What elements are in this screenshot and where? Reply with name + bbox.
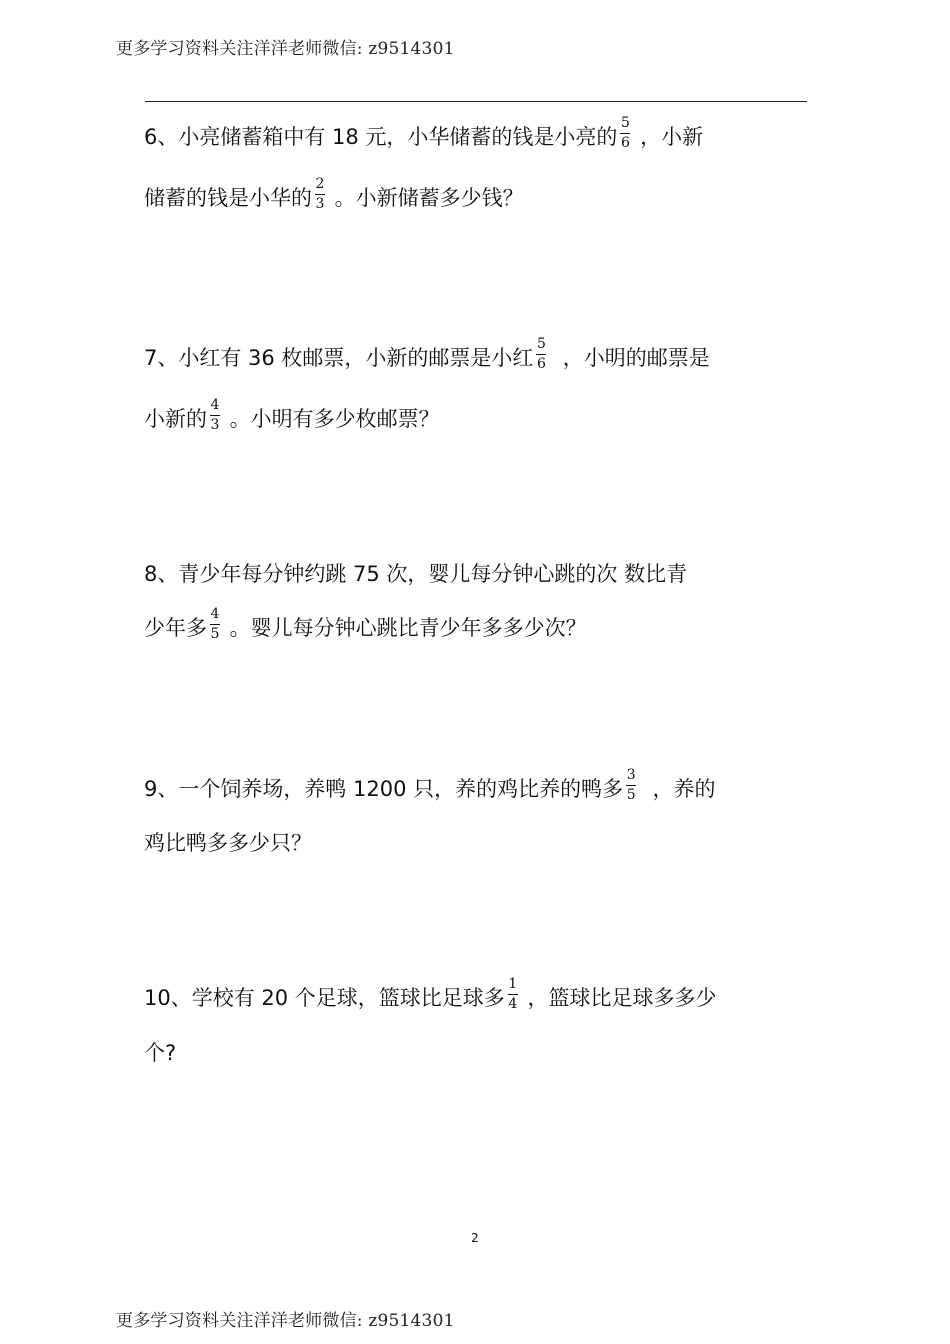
fraction-denominator: 5 — [626, 787, 636, 803]
problem-7-text-d: 。小明有多少枚邮票？ — [223, 407, 440, 431]
footer-note: 更多学习资料关注洋洋老师微信: z9514301 — [116, 1311, 455, 1331]
problem-8-text-c: 少年多 — [144, 616, 207, 640]
fraction — [534, 336, 548, 373]
fraction — [624, 767, 638, 804]
page-number: 2 — [471, 1231, 479, 1245]
fraction — [208, 606, 222, 643]
fraction-bar — [315, 194, 325, 195]
fraction-bar — [210, 624, 220, 625]
fraction — [313, 176, 327, 213]
problem-7-text-c: 小新的 — [144, 407, 207, 431]
fraction-numerator: 4 — [210, 397, 220, 413]
fraction — [208, 397, 222, 434]
problem-8-line-1 — [144, 559, 687, 589]
fraction-numerator: 5 — [620, 115, 630, 131]
fraction-denominator: 4 — [508, 996, 518, 1012]
fraction — [618, 115, 632, 152]
problem-10-text-c: 个? — [144, 1041, 177, 1065]
problem-10-line-1 — [144, 976, 717, 1013]
fraction-bar — [536, 354, 546, 355]
fraction-numerator: 4 — [210, 606, 220, 622]
fraction — [506, 976, 520, 1013]
problem-10-text-b: ，篮球比足球多多少 — [520, 986, 717, 1010]
problem-10-line-2 — [144, 1038, 176, 1068]
problem-10-text-a: 10、学校有 20 个足球，篮球比足球多 — [144, 986, 505, 1010]
problem-8-text-a: 8、青少年每分钟约跳 75 次，婴儿每分钟心跳的次 数比青 — [144, 562, 688, 586]
fraction-denominator: 3 — [210, 417, 220, 433]
fraction-denominator: 5 — [210, 626, 220, 642]
fraction-bar — [508, 994, 518, 995]
problem-9-text-b: ，养的 — [639, 777, 716, 801]
problem-9-text-c: 鸡比鸭多多少只？ — [144, 831, 312, 855]
header-divider — [145, 101, 807, 102]
problem-9-text-a: 9、一个饲养场，养鸭 1200 只，养的鸡比养的鸭多 — [144, 777, 624, 801]
fraction-bar — [210, 415, 220, 416]
problem-6-text-b: ，小新 — [633, 125, 704, 149]
fraction-numerator: 3 — [626, 767, 636, 783]
fraction-numerator: 2 — [315, 176, 325, 192]
problem-7-text-a: 7、小红有 36 枚邮票，小新的邮票是小红 — [144, 346, 534, 370]
problem-8-line-2 — [144, 606, 587, 643]
problem-6-line-2 — [144, 176, 524, 213]
problem-7-line-1 — [144, 336, 710, 373]
problem-6-text-c: 储蓄的钱是小华的 — [144, 186, 312, 210]
fraction-bar — [626, 785, 636, 786]
problem-7-text-b: ，小明的邮票是 — [549, 346, 710, 370]
problem-7-line-2 — [144, 397, 440, 434]
problem-6-text-a: 6、小亮储蓄箱中有 18 元，小华储蓄的钱是小亮的 — [144, 125, 618, 149]
problem-9-line-1 — [144, 767, 716, 804]
problem-8-text-d: 。婴儿每分钟心跳比青少年多多少次？ — [223, 616, 587, 640]
problem-6-line-1 — [144, 115, 704, 152]
header-note: 更多学习资料关注洋洋老师微信: z9514301 — [116, 39, 455, 59]
fraction-numerator: 5 — [536, 336, 546, 352]
fraction-denominator: 3 — [315, 196, 325, 212]
fraction-denominator: 6 — [620, 135, 630, 151]
fraction-numerator: 1 — [508, 976, 518, 992]
problem-6-text-d: 。小新储蓄多少钱？ — [328, 186, 524, 210]
fraction-denominator: 6 — [536, 356, 546, 372]
fraction-bar — [620, 133, 630, 134]
problem-9-line-2 — [144, 828, 312, 858]
